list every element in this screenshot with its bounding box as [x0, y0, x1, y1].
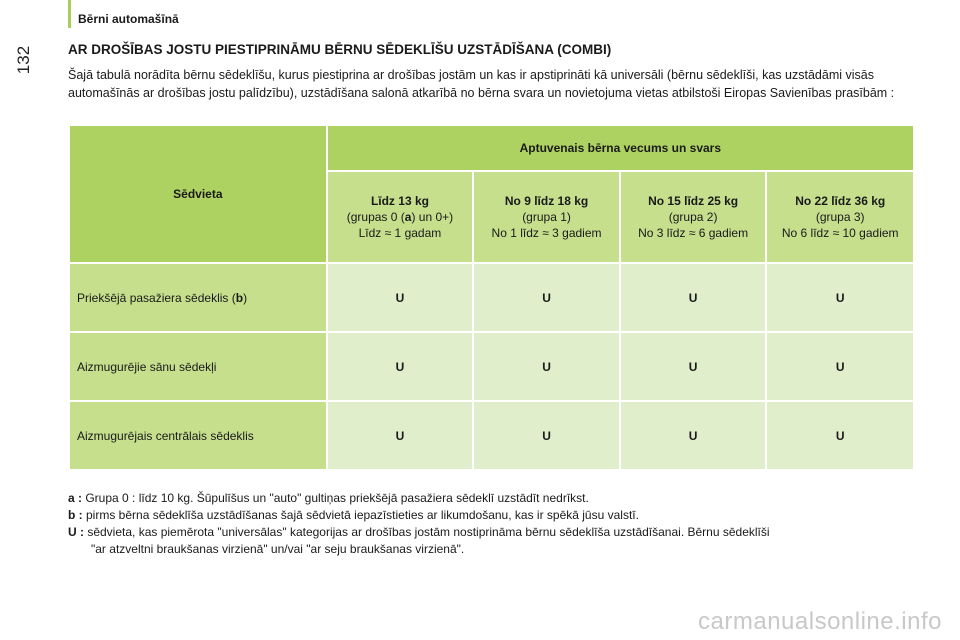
group-header: Aptuvenais bērna vecums un svars — [519, 141, 722, 155]
seat-cell — [69, 263, 327, 332]
column-group: (grupa 2) — [668, 210, 718, 224]
column-header-2 — [620, 171, 767, 263]
column-group-prefix: (grupas 0 ( — [346, 210, 405, 224]
column-header-0 — [327, 171, 474, 263]
value-cell: U — [620, 332, 767, 401]
note-text: sēdvieta, kas piemērota "universālas" kategorijas ar drošības jostām nostiprināma bērnu sēdeklīša uzstādīšanai. Bērnu sēdeklīši — [84, 525, 770, 539]
note-text: pirms bērna sēdeklīša uzstādīšanas šajā sēdvietā iepazīstieties ar likumdošanu, kas ir spēkā jūsu valstī. — [82, 508, 639, 522]
column-group: (grupa 1) — [522, 210, 571, 224]
child-seat-table — [68, 124, 915, 471]
value-cell: U — [620, 263, 767, 332]
column-group-suffix: ) un 0+) — [411, 210, 454, 224]
table-row — [69, 263, 914, 332]
value-cell: U — [327, 263, 474, 332]
note-key: b : — [68, 508, 83, 522]
intro-paragraph: Šajā tabulā norādīta bērnu sēdeklīšu, kurus piestiprina ar drošības jostām un kas ir apstiprināti kā universāli (bērnu sēdeklīši, kas uzstādāmi visās automašīnās ar drošības jostu palīdzību), uzstādīšana salonā atkarībā no bērna svara un novietojuma vietas atbilstoši Eiropas Savienības prasībām : — [68, 68, 895, 100]
watermark: carmanualsonline.info — [698, 608, 942, 635]
note-key: a : — [68, 491, 83, 505]
column-title: Līdz 13 kg — [370, 194, 429, 208]
page-number: 132 — [14, 45, 33, 75]
seat-label-suffix: ) — [243, 290, 248, 305]
column-title: No 22 līdz 36 kg — [795, 194, 886, 208]
column-age: No 1 līdz ≈ 3 gadiem — [491, 226, 602, 240]
value-cell: U — [766, 401, 914, 470]
note-key: U : — [68, 525, 84, 539]
accent-bar — [68, 0, 71, 28]
value-cell: U — [327, 401, 474, 470]
note-a — [68, 490, 928, 507]
value-cell: U — [473, 401, 620, 470]
value-cell: U — [473, 263, 620, 332]
footnotes — [68, 490, 928, 558]
group-header-cell — [327, 125, 914, 171]
column-title: No 9 līdz 18 kg — [504, 194, 589, 208]
column-title: No 15 līdz 25 kg — [648, 194, 739, 208]
note-text: Grupa 0 : līdz 10 kg. Šūpulīšus un "auto" gultiņas priekšējā pasažiera sēdeklī uzstādīt nedrīkst. — [82, 491, 589, 505]
column-age: No 6 līdz ≈ 10 gadiem — [781, 226, 899, 240]
seat-label-key: b — [235, 290, 244, 305]
column-group-key: a — [404, 210, 412, 224]
page-heading: AR DROŠĪBAS JOSTU PIESTIPRINĀMU BĒRNU SĒDEKLĪŠU UZSTĀDĪŠANA (COMBI) — [68, 42, 612, 57]
column-age: No 3 līdz ≈ 6 gadiem — [638, 226, 749, 240]
value-cell: U — [473, 332, 620, 401]
seat-label-prefix: Priekšējā pasažiera sēdeklis ( — [77, 290, 236, 305]
note-b — [68, 507, 928, 524]
table-row — [69, 401, 914, 470]
table-row — [69, 332, 914, 401]
value-cell: U — [766, 263, 914, 332]
column-header-1 — [473, 171, 620, 263]
note-u — [68, 524, 928, 541]
section-title: Bērni automašīnā — [78, 12, 179, 26]
seat-header-cell — [69, 125, 327, 263]
seat-header: Sēdvieta — [173, 187, 223, 201]
column-group: (grupa 3) — [815, 210, 865, 224]
value-cell: U — [327, 332, 474, 401]
column-age: Līdz ≈ 1 gadam — [358, 226, 442, 240]
column-header-3 — [766, 171, 914, 263]
seat-cell: Aizmugurējais centrālais sēdeklis — [69, 401, 327, 470]
value-cell: U — [766, 332, 914, 401]
seat-cell: Aizmugurējie sānu sēdekļi — [69, 332, 327, 401]
note-u-continued: "ar atzveltni braukšanas virzienā" un/vai "ar seju braukšanas virzienā". — [91, 542, 465, 556]
value-cell: U — [620, 401, 767, 470]
